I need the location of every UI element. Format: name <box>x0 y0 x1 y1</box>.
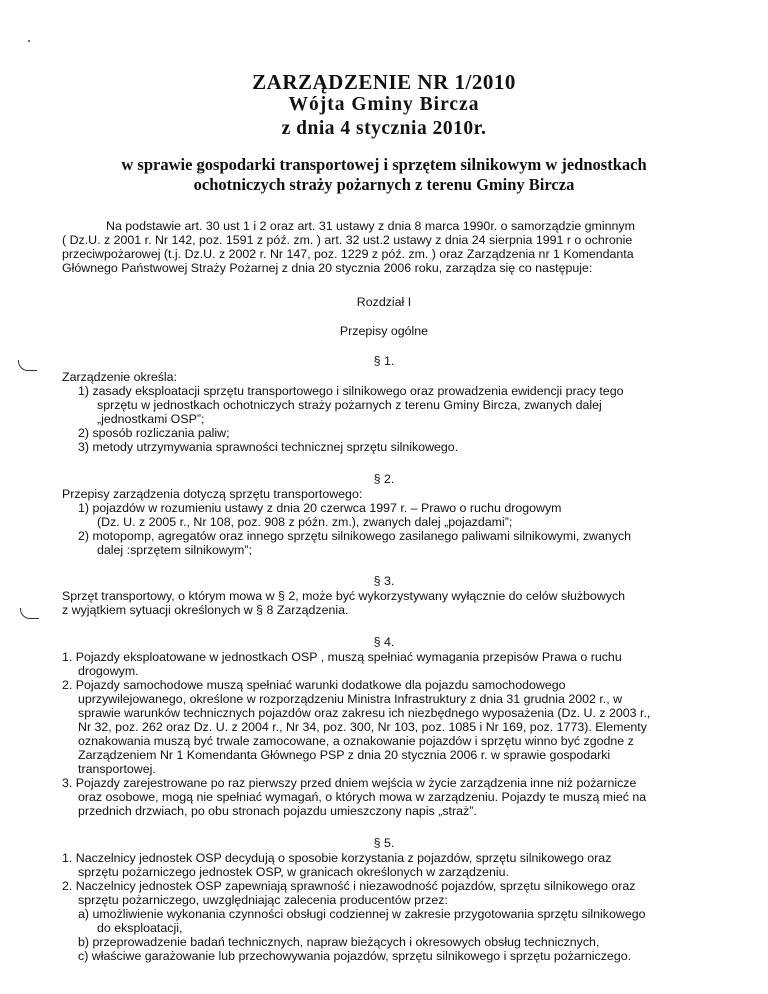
section-3-line: z wyjątkiem sytuacji określonych w § 8 Zarządzenia. <box>62 603 349 617</box>
section-2-line: dalej :sprzętem silnikowym”; <box>97 543 252 557</box>
section-4-line: Zarządzeniem Nr 1 Komendanta Głównego PSP z dnia 20 stycznia 2006 r. w sprawie gospodarki <box>78 748 611 762</box>
preamble-line-3: przeciwpożarowej (t.j. Dz.U. z 2002 r. Nr 147, poz. 1229 z póź. zm. ) oraz Zarządzenia nr 1 Komendanta <box>62 247 634 261</box>
section-3-mark: § 3. <box>373 574 395 588</box>
preamble-line-2: ( Dz.U. z 2001 r. Nr 142, poz. 1591 z póź. zm. ) art. 32 ust.2 ustawy z dnia 24 sierpnia 1991 r o ochronie <box>62 233 633 247</box>
document-issuer: Wójta Gminy Bircza <box>288 94 480 115</box>
preamble-line-1: Na podstawie art. 30 ust 1 i 2 oraz art. 31 ustawy z dnia 8 marca 1990r. o samorządzie gminnym <box>106 219 635 233</box>
section-5-line: 1. Naczelnicy jednostek OSP decydują o sposobie korzystania z pojazdów, sprzętu silnikowego oraz <box>62 851 612 865</box>
section-5-line: c) właściwe garażowanie lub przechowywania pojazdów, sprzętu silnikowego i sprzętu pożarniczego. <box>78 949 632 963</box>
section-5-line: b) przeprowadzenie badań technicznych, napraw bieżących i okresowych obsług technicznych, <box>78 935 600 949</box>
section-2-line: 1) pojazdów w rozumieniu ustawy z dnia 20 czerwca 1997 r. – Prawo o ruchu drogowym <box>78 501 562 515</box>
section-4-line: 1. Pojazdy eksploatowane w jednostkach OSP , muszą spełniać wymagania przepisów Prawa o ruchu <box>62 650 622 664</box>
section-4-line: oznakowania muszą być trwale zamocowane, a oznakowanie pojazdów i sprzętu winno być zgodne z <box>78 734 634 748</box>
section-1-line: sprzętu w jednostkach ochotniczych straży pożarnych z terenu Gminy Bircza, zwanych dalej <box>97 398 602 412</box>
section-5-line: do eksploatacji, <box>97 921 183 935</box>
section-4-line: 3. Pojazdy zarejestrowane po raz pierwszy przed dniem wejścia w życie zarządzenia inne niż pożarnicze <box>62 776 637 790</box>
subject-line-1: w sprawie gospodarki transportowej i sprzętem silnikowym w jednostkach <box>121 155 647 174</box>
section-2-line: Przepisy zarządzenia dotyczą sprzętu transportowego: <box>62 487 363 501</box>
section-2-line: 2) motopomp, agregatów oraz innego sprzętu silnikowego zasilanego paliwami silnikowymi, zwanych <box>78 529 632 543</box>
section-4-line: 2. Pojazdy samochodowe muszą spełniać warunki dodatkowe dla pojazdu samochodowego <box>62 678 566 692</box>
section-4-line: drogowym. <box>78 664 139 678</box>
section-4-line: przednich drzwiach, po obu stronach pojazdu umieszczony napis „straż”. <box>78 804 477 818</box>
scan-speck <box>28 40 30 42</box>
section-4-mark: § 4. <box>373 635 395 649</box>
preamble-line-4: Głównego Państwowej Straży Pożarnej z dnia 20 stycznia 2006 roku, zarządza się co następuje: <box>62 261 593 275</box>
section-1-line: Zarządzenie określa: <box>62 370 178 384</box>
section-4-line: oraz osobowe, mogą nie spełniać wymagań, o których mowa w zarządzeniu. Pojazdy te muszą mieć na <box>78 790 647 804</box>
document-date: z dnia 4 stycznia 2010r. <box>281 118 487 139</box>
section-5-line: sprzętu pożarniczego, uwzględniając zalecenia producentów przez: <box>78 893 448 907</box>
section-1-line: 3) metody utrzymywania sprawności technicznej sprzętu silnikowego. <box>78 440 459 454</box>
section-5-line: 2. Naczelnicy jednostek OSP zapewniają sprawność i niezawodność pojazdów, sprzętu silnikowego oraz <box>62 879 636 893</box>
section-3-line: Sprzęt transportowy, o którym mowa w § 2, może być wykorzystywany wyłącznie do celów służbowych <box>62 589 626 603</box>
section-5-line: a) umożliwienie wykonania czynności obsługi codziennej w zakresie przygotowania sprzętu silnikowego <box>78 907 646 921</box>
section-4-line: uprzywilejowanego, określone w rozporządzeniu Ministra Infrastruktury z dnia 31 grudnia 2002 r., w <box>78 692 623 706</box>
section-4-line: transportowej. <box>78 762 156 776</box>
section-1-line: 2) sposób rozliczania paliw; <box>78 426 230 440</box>
section-5-mark: § 5. <box>373 836 395 850</box>
hole-punch-mark-bottom <box>20 608 39 619</box>
section-2-line: (Dz. U. z 2005 r., Nr 108, poz. 908 z późn. zm.), zwanych dalej „pojazdami”; <box>97 515 513 529</box>
section-4-line: sprawie warunków technicznych pojazdów oraz zakresu ich niezbędnego wyposażenia (Dz. U. z 2003 r., <box>78 706 651 720</box>
section-2-mark: § 2. <box>373 472 395 486</box>
section-1-line: „jednostkami OSP”; <box>97 412 205 426</box>
section-1-line: 1) zasady eksploatacji sprzętu transportowego i silnikowego oraz prowadzenia ewidencji pracy tego <box>78 384 624 398</box>
chapter-label: Rozdział I <box>356 295 412 309</box>
section-4-line: Nr 32, poz. 262 oraz Dz. U. z 2004 r., Nr 34, poz. 300, Nr 103, poz. 1085 i Nr 169, poz. 1773). Elementy <box>78 720 647 734</box>
chapter-title: Przepisy ogólne <box>339 324 429 338</box>
document-subject <box>60 155 708 195</box>
subject-line-2: ochotniczych straży pożarnych z terenu Gminy Bircza <box>193 175 575 194</box>
section-5-line: sprzętu pożarniczego jednostek OSP, w granicach określonych w zarządzeniu. <box>78 865 509 879</box>
document-title: ZARZĄDZENIE NR 1/2010 <box>252 70 516 94</box>
section-1-mark: § 1. <box>373 354 395 368</box>
